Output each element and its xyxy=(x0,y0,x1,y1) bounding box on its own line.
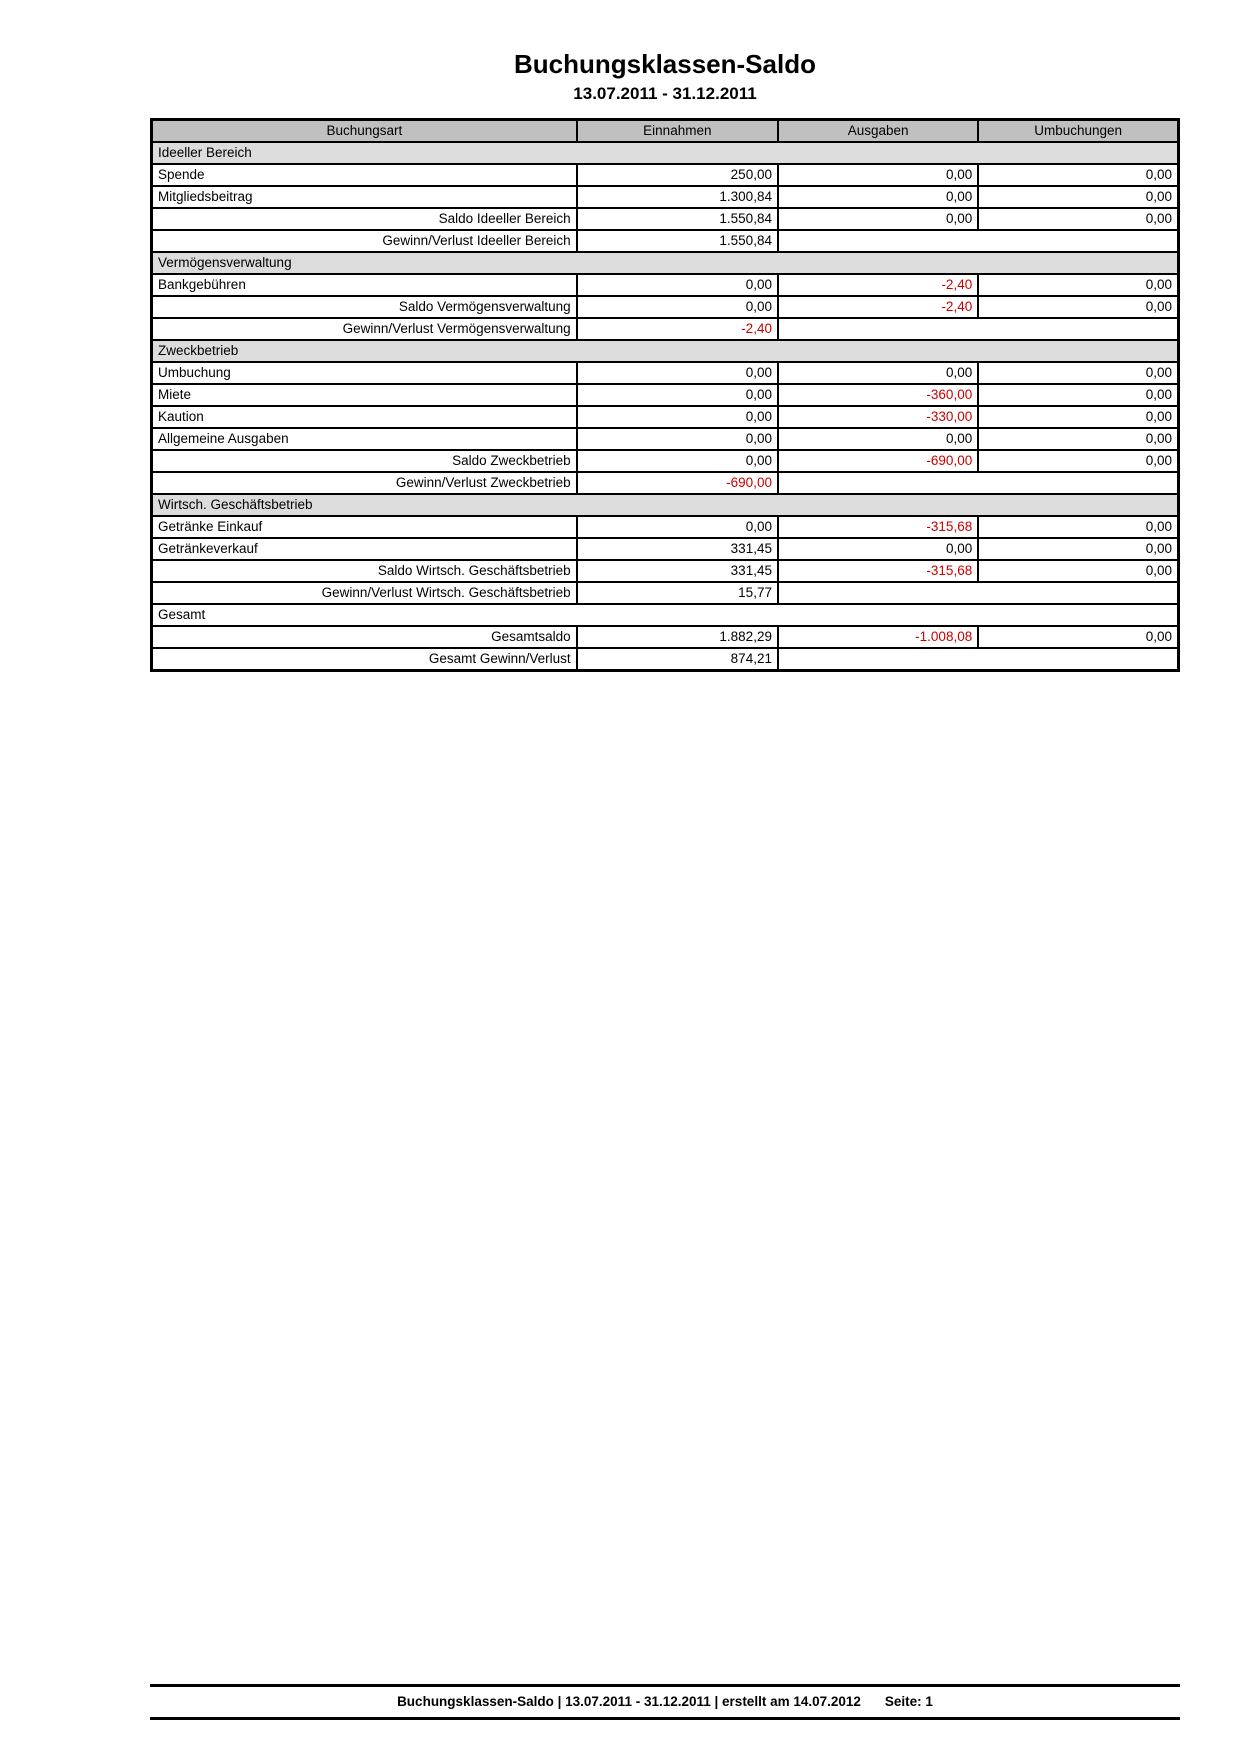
footer-info: Buchungsklassen-Saldo | 13.07.2011 - 31.12.2011 | erstellt am 14.07.2012 xyxy=(397,1694,861,1709)
table-row xyxy=(152,582,1179,604)
row-label: Allgemeine Ausgaben xyxy=(152,428,577,450)
table-row xyxy=(152,428,1179,450)
section-row xyxy=(152,252,1179,274)
page-title: Buchungsklassen-Saldo xyxy=(514,49,816,79)
cell-ausgaben: -1.008,08 xyxy=(778,626,978,648)
cell-ausgaben: 0,00 xyxy=(778,186,978,208)
table-row xyxy=(152,516,1179,538)
footer-rule-bottom xyxy=(150,1717,1180,1720)
column-header-row xyxy=(152,120,1179,143)
cell-umbuchungen: 0,00 xyxy=(978,362,1178,384)
row-label: Spende xyxy=(152,164,577,186)
table-row xyxy=(152,186,1179,208)
cell-umbuchungen: 0,00 xyxy=(978,186,1178,208)
section-row xyxy=(152,604,1179,626)
row-label: Saldo Zweckbetrieb xyxy=(152,450,577,472)
row-label: Getränkeverkauf xyxy=(152,538,577,560)
cell-ausgaben: 0,00 xyxy=(778,538,978,560)
cell-einnahmen: 331,45 xyxy=(577,538,778,560)
table-row xyxy=(152,472,1179,494)
row-label: Gesamtsaldo xyxy=(152,626,577,648)
cell-umbuchungen: 0,00 xyxy=(978,274,1178,296)
table-row xyxy=(152,560,1179,582)
cell-umbuchungen: 0,00 xyxy=(978,164,1178,186)
cell-einnahmen: 0,00 xyxy=(577,384,778,406)
table-row xyxy=(152,362,1179,384)
row-label: Umbuchung xyxy=(152,362,577,384)
section-label: Gesamt xyxy=(152,604,1179,626)
row-label: Saldo Wirtsch. Geschäftsbetrieb xyxy=(152,560,577,582)
cell-ausgaben: 0,00 xyxy=(778,362,978,384)
table-row xyxy=(152,450,1179,472)
report-table xyxy=(150,118,1180,672)
cell-einnahmen: 250,00 xyxy=(577,164,778,186)
table-row xyxy=(152,538,1179,560)
cell-ausgaben: 0,00 xyxy=(778,428,978,450)
section-label: Vermögensverwaltung xyxy=(152,252,1179,274)
row-label: Gesamt Gewinn/Verlust xyxy=(152,648,577,671)
cell-ausgaben: -360,00 xyxy=(778,384,978,406)
cell-einnahmen: 0,00 xyxy=(577,516,778,538)
column-header-umbuchungen: Umbuchungen xyxy=(978,120,1178,143)
cell-einnahmen: 15,77 xyxy=(577,582,778,604)
cell-umbuchungen: 0,00 xyxy=(978,384,1178,406)
row-label: Gewinn/Verlust Wirtsch. Geschäftsbetrieb xyxy=(152,582,577,604)
cell-ausgaben: -315,68 xyxy=(778,560,978,582)
table-row xyxy=(152,208,1179,230)
row-label: Gewinn/Verlust Zweckbetrieb xyxy=(152,472,577,494)
table-row xyxy=(152,406,1179,428)
merged-empty-cell xyxy=(778,648,1179,671)
table-row xyxy=(152,318,1179,340)
cell-umbuchungen: 0,00 xyxy=(978,296,1178,318)
column-header-einnahmen: Einnahmen xyxy=(577,120,778,143)
cell-umbuchungen: 0,00 xyxy=(978,560,1178,582)
table-row xyxy=(152,230,1179,252)
merged-empty-cell xyxy=(778,230,1179,252)
merged-empty-cell xyxy=(778,582,1179,604)
page-subtitle: 13.07.2011 - 31.12.2011 xyxy=(573,83,757,103)
section-label: Wirtsch. Geschäftsbetrieb xyxy=(152,494,1179,516)
cell-einnahmen: 0,00 xyxy=(577,450,778,472)
row-label: Kaution xyxy=(152,406,577,428)
row-label: Gewinn/Verlust Vermögensverwaltung xyxy=(152,318,577,340)
row-label: Gewinn/Verlust Ideeller Bereich xyxy=(152,230,577,252)
cell-einnahmen: 1.550,84 xyxy=(577,208,778,230)
section-row xyxy=(152,340,1179,362)
cell-einnahmen: 0,00 xyxy=(577,362,778,384)
section-row xyxy=(152,142,1179,164)
cell-einnahmen: 0,00 xyxy=(577,428,778,450)
report-page-content xyxy=(150,0,1180,672)
row-label: Bankgebühren xyxy=(152,274,577,296)
table-row xyxy=(152,296,1179,318)
cell-umbuchungen: 0,00 xyxy=(978,626,1178,648)
table-row xyxy=(152,648,1179,671)
cell-umbuchungen: 0,00 xyxy=(978,406,1178,428)
cell-einnahmen: 0,00 xyxy=(577,296,778,318)
cell-einnahmen: 1.882,29 xyxy=(577,626,778,648)
cell-umbuchungen: 0,00 xyxy=(978,428,1178,450)
cell-ausgaben: 0,00 xyxy=(778,208,978,230)
column-header-buchungsart: Buchungsart xyxy=(152,120,577,143)
cell-einnahmen: 0,00 xyxy=(577,406,778,428)
cell-einnahmen: 874,21 xyxy=(577,648,778,671)
table-row xyxy=(152,626,1179,648)
cell-ausgaben: 0,00 xyxy=(778,164,978,186)
column-header-ausgaben: Ausgaben xyxy=(778,120,978,143)
cell-umbuchungen: 0,00 xyxy=(978,538,1178,560)
row-label: Saldo Vermögensverwaltung xyxy=(152,296,577,318)
row-label: Mitgliedsbeitrag xyxy=(152,186,577,208)
footer-page-number: Seite: 1 xyxy=(884,1694,933,1709)
section-label: Ideeller Bereich xyxy=(152,142,1179,164)
row-label: Getränke Einkauf xyxy=(152,516,577,538)
table-row xyxy=(152,164,1179,186)
cell-einnahmen: 331,45 xyxy=(577,560,778,582)
cell-ausgaben: -2,40 xyxy=(778,296,978,318)
cell-ausgaben: -690,00 xyxy=(778,450,978,472)
cell-einnahmen: -2,40 xyxy=(577,318,778,340)
cell-ausgaben: -330,00 xyxy=(778,406,978,428)
cell-einnahmen: 1.300,84 xyxy=(577,186,778,208)
cell-umbuchungen: 0,00 xyxy=(978,516,1178,538)
table-row xyxy=(152,274,1179,296)
merged-empty-cell xyxy=(778,318,1179,340)
page-footer xyxy=(150,1684,1180,1720)
section-row xyxy=(152,494,1179,516)
cell-umbuchungen: 0,00 xyxy=(978,208,1178,230)
merged-empty-cell xyxy=(778,472,1179,494)
cell-einnahmen: 0,00 xyxy=(577,274,778,296)
section-label: Zweckbetrieb xyxy=(152,340,1179,362)
cell-einnahmen: -690,00 xyxy=(577,472,778,494)
footer-text xyxy=(150,1687,1180,1717)
cell-ausgaben: -2,40 xyxy=(778,274,978,296)
row-label: Miete xyxy=(152,384,577,406)
cell-einnahmen: 1.550,84 xyxy=(577,230,778,252)
cell-umbuchungen: 0,00 xyxy=(978,450,1178,472)
row-label: Saldo Ideeller Bereich xyxy=(152,208,577,230)
table-row xyxy=(152,384,1179,406)
cell-ausgaben: -315,68 xyxy=(778,516,978,538)
